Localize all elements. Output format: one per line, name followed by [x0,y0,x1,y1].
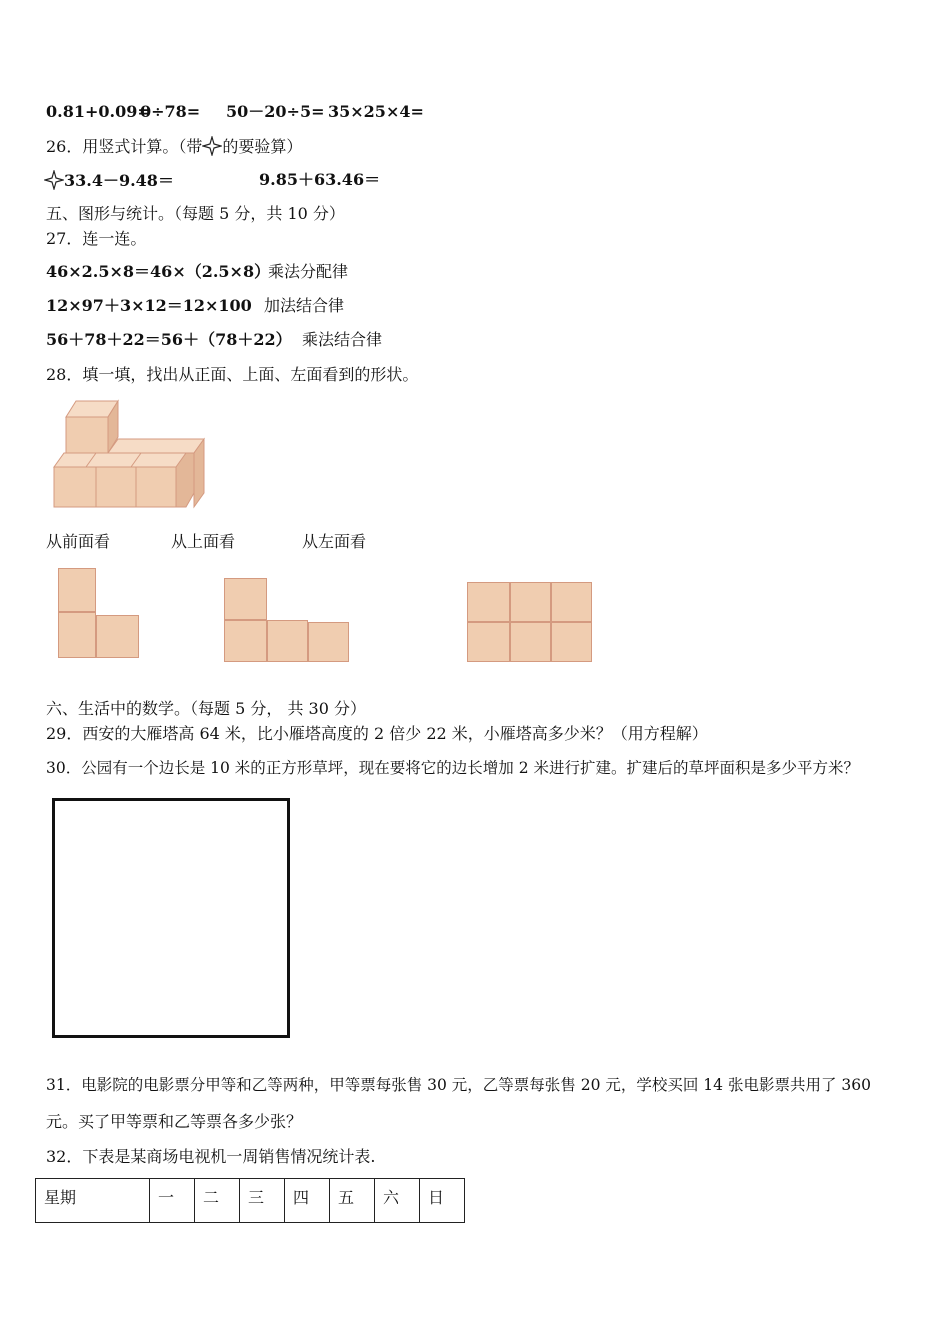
q26-expr-1 [44,170,174,191]
q31-line-2: 元。买了甲等票和乙等票各多少张？ [46,1112,303,1131]
view3-square [551,622,592,662]
expr-4: 35×25×4= [328,102,424,121]
sales-table [35,1178,465,1223]
table-cell-sat: 六 [375,1179,420,1223]
expr-3: 50－20÷5= [226,102,325,121]
cube-stack-figure [46,395,206,515]
q29-text: 29．西安的大雁塔高 64 米，比小雁塔高度的 2 倍少 22 米，小雁塔高多少米？（用方程解） [46,724,708,743]
q30-text: 30．公园有一个边长是 10 米的正方形草坪，现在要将它的边长增加 2 米进行扩建。扩建后的草坪面积是多少平方米？ [46,759,860,777]
view-label-left: 从左面看 [302,532,367,551]
section-5-heading: 五、图形与统计。（每题 5 分，共 10 分） [46,204,345,223]
expr-2: 0÷78= [140,102,201,121]
q26-title [46,136,302,157]
view3-square [467,582,510,622]
view-label-top: 从上面看 [171,532,236,551]
view2-square [224,620,267,662]
q26-expr-1-text: 33.4－9.48＝ [64,171,174,190]
table-cell-thu: 四 [285,1179,330,1223]
view3-square [551,582,592,622]
q27-title: 27．连一连。 [46,229,147,248]
q31-line-1: 31．电影院的电影票分甲等和乙等两种，甲等票每张售 30 元，乙等票每张售 20 元，学校买回 14 张电影票共用了 360 [46,1076,871,1094]
q27-law-1: 乘法分配律 [268,262,349,281]
view1-square [58,612,96,658]
table-cell-mon: 一 [150,1179,195,1223]
four-point-star-icon [202,136,222,156]
q27-expr-2: 12×97＋3×12＝12×100 [46,296,252,315]
view2-square [308,622,349,662]
q26-title-b: 的要验算） [222,137,303,156]
table-cell-fri: 五 [330,1179,375,1223]
table-cell-sun: 日 [420,1179,465,1223]
table-header-cell: 星期 [36,1179,150,1223]
view2-square [224,578,267,620]
section-6-heading: 六、生活中的数学。（每题 5 分， 共 30 分） [46,699,366,718]
q27-expr-3: 56＋78＋22＝56＋（78＋22） [46,330,292,349]
lawn-square-figure [52,798,290,1038]
view2-square [267,620,308,662]
view1-square [58,568,96,612]
table-cell-wed: 三 [240,1179,285,1223]
view1-square [96,615,139,658]
q27-law-3: 乘法结合律 [302,330,383,349]
table-cell-tue: 二 [195,1179,240,1223]
view-label-front: 从前面看 [46,532,111,551]
view3-square [510,582,551,622]
q27-law-2: 加法结合律 [264,296,345,315]
q28-title: 28．填一填，找出从正面、上面、左面看到的形状。 [46,365,419,384]
view3-square [510,622,551,662]
q32-title: 32．下表是某商场电视机一周销售情况统计表. [46,1147,376,1166]
q27-expr-1: 46×2.5×8＝46×（2.5×8） [46,262,271,281]
q26-title-a: 26．用竖式计算。（带 [46,137,203,156]
q26-expr-2: 9.85＋63.46＝ [259,170,381,189]
expr-1: 0.81+0.09= [46,102,151,121]
four-point-star-icon [44,170,64,190]
table-row [36,1179,465,1223]
view3-square [467,622,510,662]
